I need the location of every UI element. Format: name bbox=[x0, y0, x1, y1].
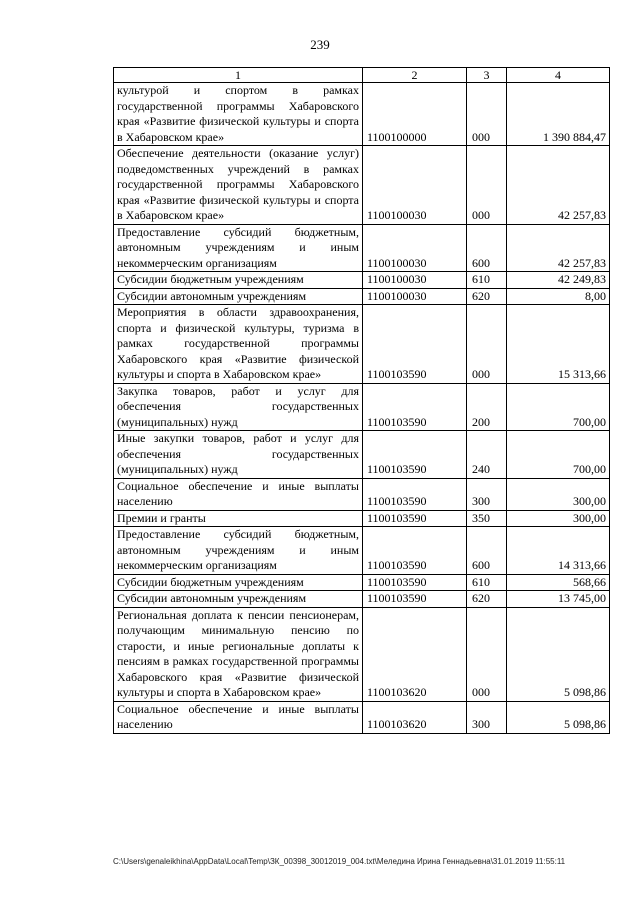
row-description: Закупка товаров, работ и услуг для обеспечения государственных (муниципальных) нужд bbox=[114, 383, 363, 431]
row-description: Мероприятия в области здравоохранения, спорта и физической культуры, туризма в рамках государственной программы Хабаровского края «Развитие физической культуры и спорта в Хабаровском крае» bbox=[114, 305, 363, 384]
row-amount: 300,00 bbox=[507, 510, 610, 527]
table-row bbox=[114, 224, 610, 272]
file-path-footer: C:\Users\genaleikhina\AppData\Local\Temp\ЗК_00398_30012019_004.txt\Меледина Ирина Геннадьевна\31.01.2019 11:55:11 bbox=[113, 857, 566, 866]
row-expense-type: 300 bbox=[467, 478, 507, 510]
row-expense-type: 000 bbox=[467, 305, 507, 384]
column-header-1: 1 bbox=[114, 68, 363, 83]
row-target-code: 1100103590 bbox=[363, 478, 467, 510]
row-target-code: 1100103590 bbox=[363, 574, 467, 591]
row-target-code: 1100103590 bbox=[363, 383, 467, 431]
row-description: Субсидии автономным учреждениям bbox=[114, 288, 363, 305]
row-amount: 1 390 884,47 bbox=[507, 83, 610, 146]
row-target-code: 1100103590 bbox=[363, 510, 467, 527]
row-expense-type: 610 bbox=[467, 574, 507, 591]
row-expense-type: 620 bbox=[467, 288, 507, 305]
table-row bbox=[114, 305, 610, 384]
row-amount: 700,00 bbox=[507, 383, 610, 431]
table-row bbox=[114, 146, 610, 225]
row-description: Социальное обеспечение и иные выплаты населению bbox=[114, 701, 363, 733]
table-row bbox=[114, 607, 610, 701]
row-amount: 42 257,83 bbox=[507, 224, 610, 272]
row-amount: 42 257,83 bbox=[507, 146, 610, 225]
table-row bbox=[114, 288, 610, 305]
row-target-code: 1100100030 bbox=[363, 146, 467, 225]
row-target-code: 1100100000 bbox=[363, 83, 467, 146]
row-expense-type: 200 bbox=[467, 383, 507, 431]
table-header-row bbox=[114, 68, 610, 83]
row-expense-type: 600 bbox=[467, 527, 507, 575]
row-description: Иные закупки товаров, работ и услуг для обеспечения государственных (муниципальных) нужд bbox=[114, 431, 363, 479]
page-number: 239 bbox=[310, 37, 330, 52]
row-amount: 13 745,00 bbox=[507, 591, 610, 608]
row-target-code: 1100103620 bbox=[363, 701, 467, 733]
row-amount: 14 313,66 bbox=[507, 527, 610, 575]
table-row bbox=[114, 83, 610, 146]
row-amount: 15 313,66 bbox=[507, 305, 610, 384]
row-amount: 568,66 bbox=[507, 574, 610, 591]
row-target-code: 1100103590 bbox=[363, 527, 467, 575]
row-target-code: 1100100030 bbox=[363, 288, 467, 305]
row-amount: 5 098,86 bbox=[507, 701, 610, 733]
table-row bbox=[114, 574, 610, 591]
row-description: Субсидии бюджетным учреждениям bbox=[114, 574, 363, 591]
row-expense-type: 000 bbox=[467, 83, 507, 146]
budget-table bbox=[113, 67, 610, 734]
table-row bbox=[114, 591, 610, 608]
row-amount: 700,00 bbox=[507, 431, 610, 479]
row-expense-type: 620 bbox=[467, 591, 507, 608]
table-row bbox=[114, 431, 610, 479]
table-row bbox=[114, 272, 610, 289]
row-description: Предоставление субсидий бюджетным, автономным учреждениям и иным некоммерческим организациям bbox=[114, 224, 363, 272]
table-row bbox=[114, 510, 610, 527]
row-expense-type: 000 bbox=[467, 607, 507, 701]
row-description: культурой и спортом в рамках государственной программы Хабаровского края «Развитие физической культуры и спорта в Хабаровском крае» bbox=[114, 83, 363, 146]
table-row bbox=[114, 478, 610, 510]
row-target-code: 1100103620 bbox=[363, 607, 467, 701]
row-expense-type: 610 bbox=[467, 272, 507, 289]
column-header-2: 2 bbox=[363, 68, 467, 83]
row-amount: 42 249,83 bbox=[507, 272, 610, 289]
row-description: Субсидии автономным учреждениям bbox=[114, 591, 363, 608]
row-target-code: 1100103590 bbox=[363, 431, 467, 479]
table-row bbox=[114, 527, 610, 575]
row-amount: 300,00 bbox=[507, 478, 610, 510]
row-target-code: 1100100030 bbox=[363, 224, 467, 272]
row-description: Субсидии бюджетным учреждениям bbox=[114, 272, 363, 289]
row-amount: 5 098,86 bbox=[507, 607, 610, 701]
row-expense-type: 000 bbox=[467, 146, 507, 225]
row-description: Региональная доплата к пенсии пенсионерам, получающим минимальную пенсию по старости, и иные региональные доплаты к пенсиям в рамках государственной программы Хабаровского края «Развитие физической культуры и спорта в Хабаровском крае» bbox=[114, 607, 363, 701]
row-description: Обеспечение деятельности (оказание услуг) подведомственных учреждений в рамках государственной программы Хабаровского края «Развитие физической культуры и спорта в Хабаровском крае» bbox=[114, 146, 363, 225]
row-expense-type: 600 bbox=[467, 224, 507, 272]
row-description: Премии и гранты bbox=[114, 510, 363, 527]
row-target-code: 1100100030 bbox=[363, 272, 467, 289]
column-header-4: 4 bbox=[507, 68, 610, 83]
row-expense-type: 240 bbox=[467, 431, 507, 479]
table-row bbox=[114, 701, 610, 733]
row-target-code: 1100103590 bbox=[363, 591, 467, 608]
row-amount: 8,00 bbox=[507, 288, 610, 305]
table-row bbox=[114, 383, 610, 431]
row-expense-type: 300 bbox=[467, 701, 507, 733]
row-description: Предоставление субсидий бюджетным, автономным учреждениям и иным некоммерческим организациям bbox=[114, 527, 363, 575]
row-expense-type: 350 bbox=[467, 510, 507, 527]
row-description: Социальное обеспечение и иные выплаты населению bbox=[114, 478, 363, 510]
row-target-code: 1100103590 bbox=[363, 305, 467, 384]
column-header-3: 3 bbox=[467, 68, 507, 83]
